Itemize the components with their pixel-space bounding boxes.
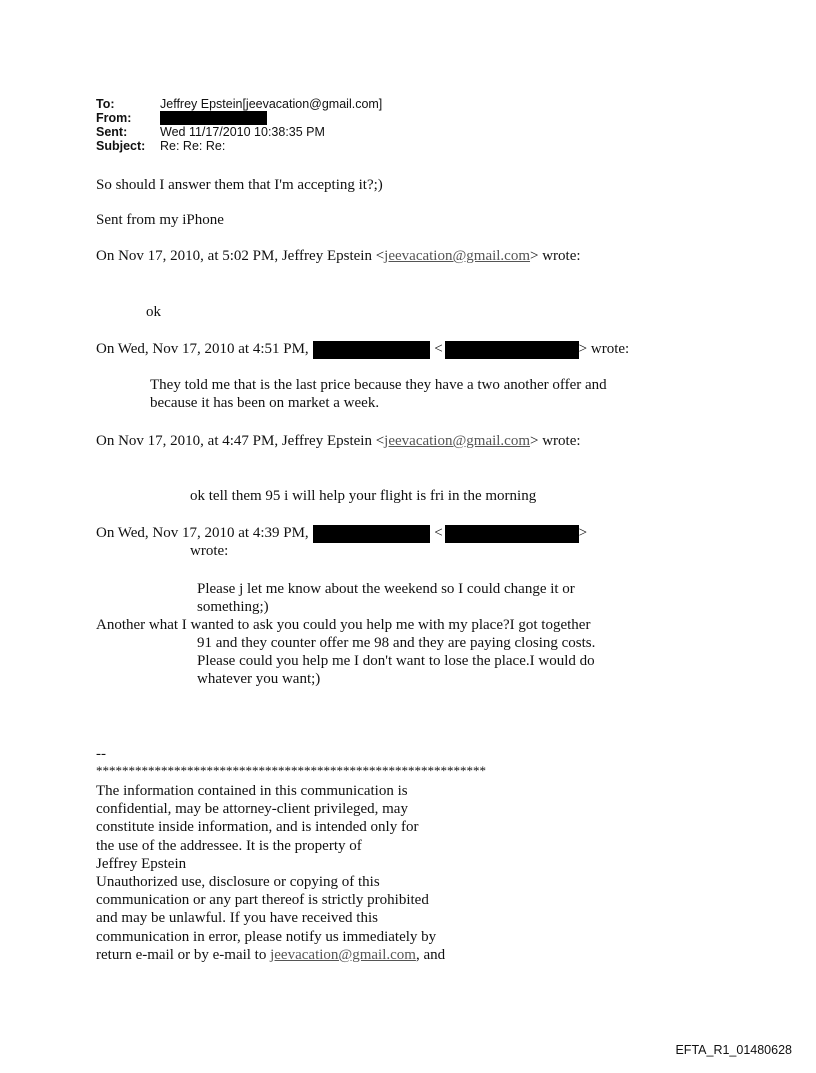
- message-b-line2: something;): [197, 599, 269, 615]
- quote3-suffix: > wrote:: [530, 433, 581, 449]
- disclaimer-line: Jeffrey Epstein: [96, 855, 187, 872]
- to-value: Jeffrey Epstein[jeevacation@gmail.com]: [160, 97, 383, 111]
- message-c-line2: 91 and they counter offer me 98 and they are paying closing costs.: [197, 635, 596, 651]
- disclaimer-line: constitute inside information, and is intended only for: [96, 819, 419, 836]
- disclaimer-line: communication in error, please notify us immediately by: [96, 928, 437, 945]
- quote-header-2: [96, 340, 629, 359]
- reply-ok: ok: [146, 304, 161, 320]
- subject-label: Subject:: [96, 139, 146, 153]
- quote2-lt: <: [434, 341, 443, 357]
- quote-header-3: [96, 432, 581, 450]
- disclaimer-last-suffix: , and: [415, 946, 446, 963]
- quote4-gt: >: [578, 525, 588, 541]
- message-c-line1: Another what I wanted to ask you could you help me with my place?I got together: [96, 617, 591, 633]
- redaction-name-4: [313, 525, 430, 543]
- quote1-suffix: > wrote:: [530, 248, 581, 264]
- quote-header-4: [96, 524, 587, 543]
- disclaimer-line: confidential, may be attorney-client privileged, may: [96, 801, 408, 818]
- disclaimer-email-link[interactable]: jeevacation@gmail.com: [270, 946, 416, 963]
- disclaimer-last-line: [96, 946, 445, 964]
- message-a-line1: They told me that is the last price because they have a two another offer and: [150, 377, 607, 393]
- quote4-wrote: wrote:: [190, 543, 229, 559]
- quote1-email-link[interactable]: jeevacation@gmail.com: [384, 248, 531, 264]
- header-to: [96, 97, 382, 111]
- message-c-line3: Please could you help me I don't want to lose the place.I would do: [197, 653, 595, 669]
- quote-header-1: [96, 247, 581, 265]
- disclaimer-line: The information contained in this communication is: [96, 783, 408, 799]
- quote2-prefix: On Wed, Nov 17, 2010 at 4:51 PM,: [96, 341, 309, 357]
- disclaimer-line: Unauthorized use, disclosure or copying of this: [96, 874, 380, 891]
- disclaimer-line: the use of the addressee. It is the property of: [96, 837, 362, 854]
- subject-value: Re: Re: Re:: [160, 139, 226, 153]
- quote4-lt: <: [434, 525, 443, 541]
- redaction-email-4: [445, 525, 579, 543]
- body-line-accepting: So should I answer them that I'm accepting it?;): [96, 177, 383, 193]
- header-sent: [96, 125, 325, 139]
- message-b-line1: Please j let me know about the weekend so I could change it or: [197, 581, 575, 597]
- document-id: EFTA_R1_01480628: [675, 1043, 792, 1057]
- body-sent-from-iphone: Sent from my iPhone: [96, 212, 224, 228]
- quote3-email-link[interactable]: jeevacation@gmail.com: [384, 433, 531, 449]
- reply-95: ok tell them 95 i will help your flight is fri in the morning: [190, 488, 537, 504]
- quote4-prefix: On Wed, Nov 17, 2010 at 4:39 PM,: [96, 525, 309, 541]
- redaction-email-2: [445, 341, 579, 359]
- to-label: To:: [96, 97, 115, 111]
- redaction-from: [160, 111, 267, 125]
- disclaimer: [96, 782, 445, 964]
- quote2-suffix: > wrote:: [578, 341, 630, 357]
- disclaimer-line: and may be unlawful. If you have received this: [96, 910, 378, 927]
- sent-value: Wed 11/17/2010 10:38:35 PM: [160, 125, 325, 139]
- from-label: From:: [96, 111, 132, 125]
- redaction-name-2: [313, 341, 430, 359]
- quote3-prefix: On Nov 17, 2010, at 4:47 PM, Jeffrey Epstein <: [96, 433, 385, 449]
- header-subject: [96, 139, 225, 153]
- signature-stars: ************************************************************: [96, 763, 486, 778]
- header-from: [96, 111, 267, 125]
- disclaimer-last-prefix: return e-mail or by e-mail to: [96, 946, 271, 963]
- sent-label: Sent:: [96, 125, 128, 139]
- signature-dashes: --: [96, 746, 106, 762]
- disclaimer-line: communication or any part thereof is strictly prohibited: [96, 892, 429, 909]
- message-a-line2: because it has been on market a week.: [150, 395, 380, 411]
- quote1-prefix: On Nov 17, 2010, at 5:02 PM, Jeffrey Epstein <: [96, 248, 385, 264]
- message-c-line4: whatever you want;): [197, 671, 321, 687]
